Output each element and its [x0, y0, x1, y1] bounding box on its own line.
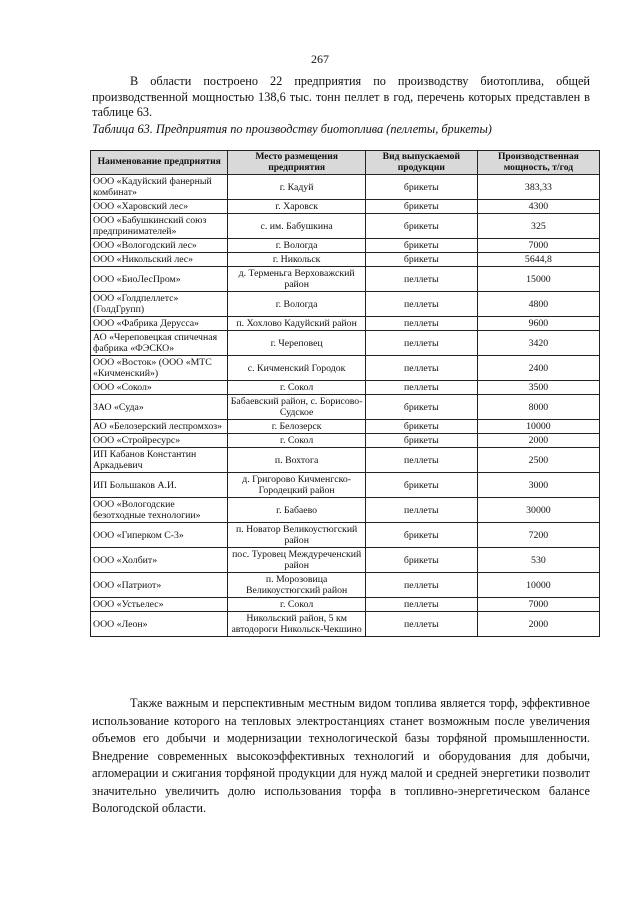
- cell-type: пеллеты: [365, 267, 477, 292]
- cell-capacity: 9600: [477, 317, 599, 331]
- cell-type: брикеты: [365, 420, 477, 434]
- cell-type: брикеты: [365, 434, 477, 448]
- table-row: [91, 381, 600, 395]
- cell-capacity: 2500: [477, 448, 599, 473]
- table-header-row: [91, 151, 600, 175]
- cell-name: АО «Череповецкая спичечная фабрика «ФЭСКО»: [91, 331, 228, 356]
- cell-name: ООО «Леон»: [91, 612, 228, 637]
- table-row: [91, 292, 600, 317]
- cell-name: ИП Большаков А.И.: [91, 473, 228, 498]
- cell-name: ЗАО «Суда»: [91, 395, 228, 420]
- table-row: [91, 267, 600, 292]
- cell-name: ООО «Кадуйский фанерный комбинат»: [91, 175, 228, 200]
- table-row: [91, 448, 600, 473]
- cell-type: брикеты: [365, 239, 477, 253]
- cell-capacity: 530: [477, 548, 599, 573]
- table-row: [91, 200, 600, 214]
- outro-paragraph: Также важным и перспективным местным видом топлива является торф, эффективное использование которого на тепловых электростанциях станет возможным после увеличения объемов его добычи и модернизации технологической базы торфяной промышленности. Внедрение современных высокоэффективных технологий и оборудования для добычи, агломерации и сжигания торфяной продукции для нужд малой и средней энергетики позволит значительно увеличить долю использования торфа в топливно-энергетическом балансе Вологодской области.: [92, 696, 590, 815]
- cell-capacity: 3500: [477, 381, 599, 395]
- cell-capacity: 4300: [477, 200, 599, 214]
- cell-type: брикеты: [365, 214, 477, 239]
- cell-place: г. Бабаево: [228, 498, 365, 523]
- cell-name: ООО «Никольский лес»: [91, 253, 228, 267]
- cell-type: пеллеты: [365, 573, 477, 598]
- header-capacity: Производственная мощность, т/год: [477, 151, 599, 175]
- cell-type: пеллеты: [365, 292, 477, 317]
- cell-place: г. Никольск: [228, 253, 365, 267]
- cell-name: АО «Белозерский леспромхоз»: [91, 420, 228, 434]
- cell-name: ООО «Вологодские безотходные технологии»: [91, 498, 228, 523]
- cell-type: брикеты: [365, 473, 477, 498]
- cell-place: с. Кичменский Городок: [228, 356, 365, 381]
- cell-type: брикеты: [365, 548, 477, 573]
- cell-name: ООО «Вологодский лес»: [91, 239, 228, 253]
- cell-name: ООО «Голдпеллетс» (ГолдГрупп): [91, 292, 228, 317]
- table-row: [91, 356, 600, 381]
- cell-place: г. Белозерск: [228, 420, 365, 434]
- header-product-type: Вид выпускаемой продукции: [365, 151, 477, 175]
- cell-name: ООО «Гиперком С-3»: [91, 523, 228, 548]
- cell-capacity: 4800: [477, 292, 599, 317]
- cell-name: ООО «Восток» (ООО «МТС «Кичменский»): [91, 356, 228, 381]
- cell-type: пеллеты: [365, 498, 477, 523]
- cell-place: г. Череповец: [228, 331, 365, 356]
- cell-capacity: 10000: [477, 420, 599, 434]
- cell-type: пеллеты: [365, 317, 477, 331]
- cell-capacity: 2000: [477, 612, 599, 637]
- cell-name: ООО «Патриот»: [91, 573, 228, 598]
- cell-type: пеллеты: [365, 612, 477, 637]
- cell-type: пеллеты: [365, 381, 477, 395]
- cell-capacity: 10000: [477, 573, 599, 598]
- cell-capacity: 7200: [477, 523, 599, 548]
- cell-place: г. Харовск: [228, 200, 365, 214]
- cell-place: г. Сокол: [228, 598, 365, 612]
- page-number: 267: [311, 52, 329, 66]
- cell-place: Бабаевский район, с. Борисово-Судское: [228, 395, 365, 420]
- table-row: [91, 317, 600, 331]
- cell-capacity: 8000: [477, 395, 599, 420]
- cell-type: пеллеты: [365, 598, 477, 612]
- table-row: [91, 573, 600, 598]
- cell-place: г. Сокол: [228, 434, 365, 448]
- header-enterprise: Наименование предприятия: [91, 151, 228, 175]
- cell-capacity: 325: [477, 214, 599, 239]
- cell-name: ИП Кабанов Константин Аркадьевич: [91, 448, 228, 473]
- table-row: [91, 331, 600, 356]
- cell-place: пос. Туровец Междуреченский район: [228, 548, 365, 573]
- cell-name: ООО «Стройресурс»: [91, 434, 228, 448]
- cell-place: с. им. Бабушкина: [228, 214, 365, 239]
- cell-place: д. Григорово Кичменгско-Городецкий район: [228, 473, 365, 498]
- cell-type: брикеты: [365, 200, 477, 214]
- cell-type: брикеты: [365, 175, 477, 200]
- cell-capacity: 15000: [477, 267, 599, 292]
- cell-type: брикеты: [365, 395, 477, 420]
- cell-place: д. Терменьга Верховажский район: [228, 267, 365, 292]
- biofuel-enterprises-table: [90, 150, 600, 637]
- cell-capacity: 30000: [477, 498, 599, 523]
- table-row: [91, 612, 600, 637]
- cell-capacity: 3000: [477, 473, 599, 498]
- table-caption: Таблица 63. Предприятия по производству биотоплива (пеллеты, брикеты): [92, 122, 492, 136]
- table-row: [91, 548, 600, 573]
- cell-type: пеллеты: [365, 356, 477, 381]
- cell-place: г. Сокол: [228, 381, 365, 395]
- cell-name: ООО «Бабушкинский союз предпринимателей»: [91, 214, 228, 239]
- table-row: [91, 473, 600, 498]
- cell-type: пеллеты: [365, 331, 477, 356]
- cell-capacity: 5644,8: [477, 253, 599, 267]
- table-row: [91, 395, 600, 420]
- cell-capacity: 7000: [477, 598, 599, 612]
- table-row: [91, 420, 600, 434]
- cell-place: п. Хохлово Кадуйский район: [228, 317, 365, 331]
- table-row: [91, 175, 600, 200]
- cell-capacity: 2400: [477, 356, 599, 381]
- cell-place: г. Вологда: [228, 292, 365, 317]
- table-row: [91, 598, 600, 612]
- table-row: [91, 214, 600, 239]
- table-row: [91, 434, 600, 448]
- cell-capacity: 383,33: [477, 175, 599, 200]
- table-row: [91, 253, 600, 267]
- cell-type: брикеты: [365, 253, 477, 267]
- cell-capacity: 2000: [477, 434, 599, 448]
- cell-capacity: 7000: [477, 239, 599, 253]
- table-row: [91, 498, 600, 523]
- cell-place: п. Новатор Великоустюгский район: [228, 523, 365, 548]
- cell-name: ООО «Холбит»: [91, 548, 228, 573]
- table-row: [91, 523, 600, 548]
- cell-name: ООО «Фабрика Деруссa»: [91, 317, 228, 331]
- table-row: [91, 239, 600, 253]
- cell-place: п. Морозовица Великоустюгский район: [228, 573, 365, 598]
- cell-type: брикеты: [365, 523, 477, 548]
- cell-name: ООО «Сокол»: [91, 381, 228, 395]
- cell-capacity: 3420: [477, 331, 599, 356]
- intro-paragraph: В области построено 22 предприятия по производству биотоплива, общей производственной мощностью 138,6 тыс. тонн пеллет в год, перечень которых представлен в таблице 63.: [92, 74, 590, 119]
- cell-name: ООО «БиоЛесПром»: [91, 267, 228, 292]
- cell-place: п. Вохтога: [228, 448, 365, 473]
- cell-name: ООО «Устьелес»: [91, 598, 228, 612]
- cell-type: пеллеты: [365, 448, 477, 473]
- cell-place: г. Кадуй: [228, 175, 365, 200]
- header-location: Место размещения предприятия: [228, 151, 365, 175]
- cell-name: ООО «Харовский лес»: [91, 200, 228, 214]
- cell-place: г. Вологда: [228, 239, 365, 253]
- cell-place: Никольский район, 5 км автодороги Никольск-Чекшино: [228, 612, 365, 637]
